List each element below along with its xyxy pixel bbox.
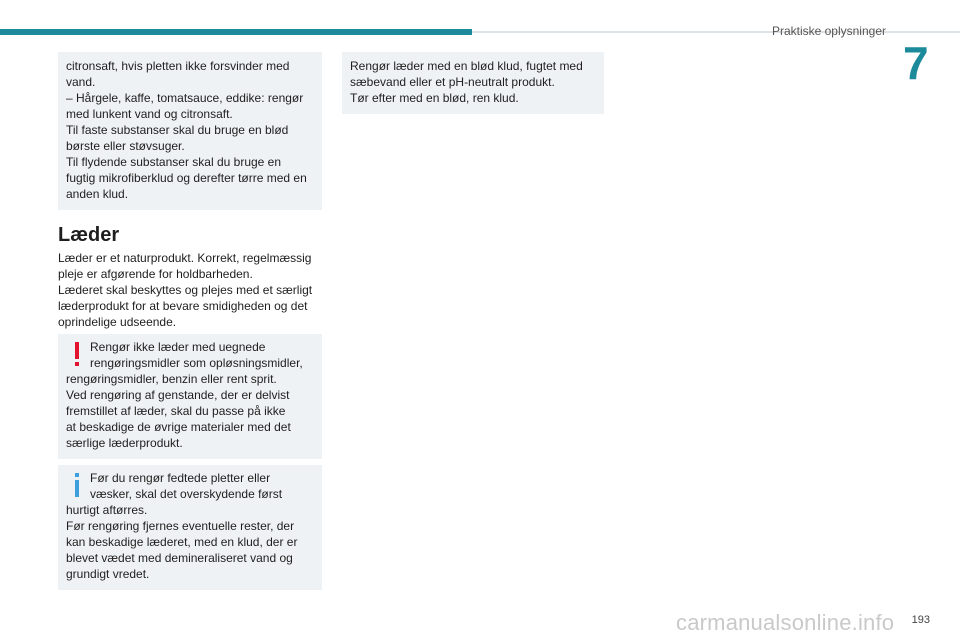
- intro-line: læderprodukt for at bevare smidigheden og det: [58, 299, 308, 313]
- info-icon: [74, 473, 80, 497]
- note-line: anden klud.: [66, 187, 129, 201]
- info-line: hurtigt aftørres.: [66, 503, 148, 517]
- note-line: vand.: [66, 75, 96, 89]
- note-line: sæbevand eller et pH-neutralt produkt.: [350, 75, 555, 89]
- info-line: væsker, skal det overskydende først: [90, 487, 283, 501]
- leather-intro: [58, 250, 324, 330]
- warning-box: [58, 334, 322, 459]
- note-line: citronsaft, hvis pletten ikke forsvinder med: [66, 59, 290, 73]
- intro-line: oprindelige udseende.: [58, 315, 177, 329]
- warning-line: Ved rengøring af genstande, der er delvist: [66, 388, 290, 402]
- warning-exclamation-icon: [74, 342, 80, 366]
- continued-note-box: [58, 52, 322, 210]
- section-title: Praktiske oplysninger: [771, 24, 886, 38]
- warning-line: særlige læderprodukt.: [66, 436, 183, 450]
- intro-line: pleje er afgørende for holdbarheden.: [58, 267, 253, 281]
- intro-line: Læder er et naturprodukt. Korrekt, regelmæssig: [58, 251, 312, 265]
- page-number: 193: [911, 614, 930, 626]
- intro-line: Læderet skal beskyttes og plejes med et særligt: [58, 283, 313, 297]
- info-line: Før du rengør fedtede pletter eller: [90, 471, 271, 485]
- warning-line: at beskadige de øvrige materialer med det: [66, 420, 291, 434]
- note-line: børste eller støvsuger.: [66, 139, 185, 153]
- info-box: [58, 465, 322, 590]
- warning-line: rengøringsmidler som opløsningsmidler,: [90, 356, 303, 370]
- chapter-number: 7: [903, 37, 929, 89]
- note-line: – Hårgele, kaffe, tomatsauce, eddike: rengør: [66, 91, 304, 105]
- note-line: med lunkent vand og citronsaft.: [66, 107, 233, 121]
- info-line: Før rengøring fjernes eventuelle rester, der: [66, 519, 295, 533]
- info-line: kan beskadige læderet, med en klud, der er: [66, 535, 298, 549]
- watermark: carmanualsonline.info: [676, 610, 895, 635]
- note-line: Til faste substanser skal du bruge en blød: [66, 123, 289, 137]
- warning-line: rengøringsmidler, benzin eller rent sprit.: [66, 372, 277, 386]
- note-line: Til flydende substanser skal du bruge en: [66, 155, 282, 169]
- note-line: fugtig mikrofiberklud og derefter tørre med en: [66, 171, 307, 185]
- warning-line: fremstillet af læder, skal du passe på ikke: [66, 404, 286, 418]
- leather-heading: Læder: [58, 224, 120, 246]
- note-line: Tør efter med en blød, ren klud.: [350, 91, 519, 105]
- warning-line: Rengør ikke læder med uegnede: [90, 340, 266, 354]
- info-line: grundigt vredet.: [66, 567, 150, 581]
- info-line: blevet vædet med demineraliseret vand og: [66, 551, 293, 565]
- header-rule: [472, 31, 960, 33]
- note-line: Rengør læder med en blød klud, fugtet med: [350, 59, 583, 73]
- right-note-box: [342, 52, 604, 114]
- header-accent-bar: [0, 29, 472, 35]
